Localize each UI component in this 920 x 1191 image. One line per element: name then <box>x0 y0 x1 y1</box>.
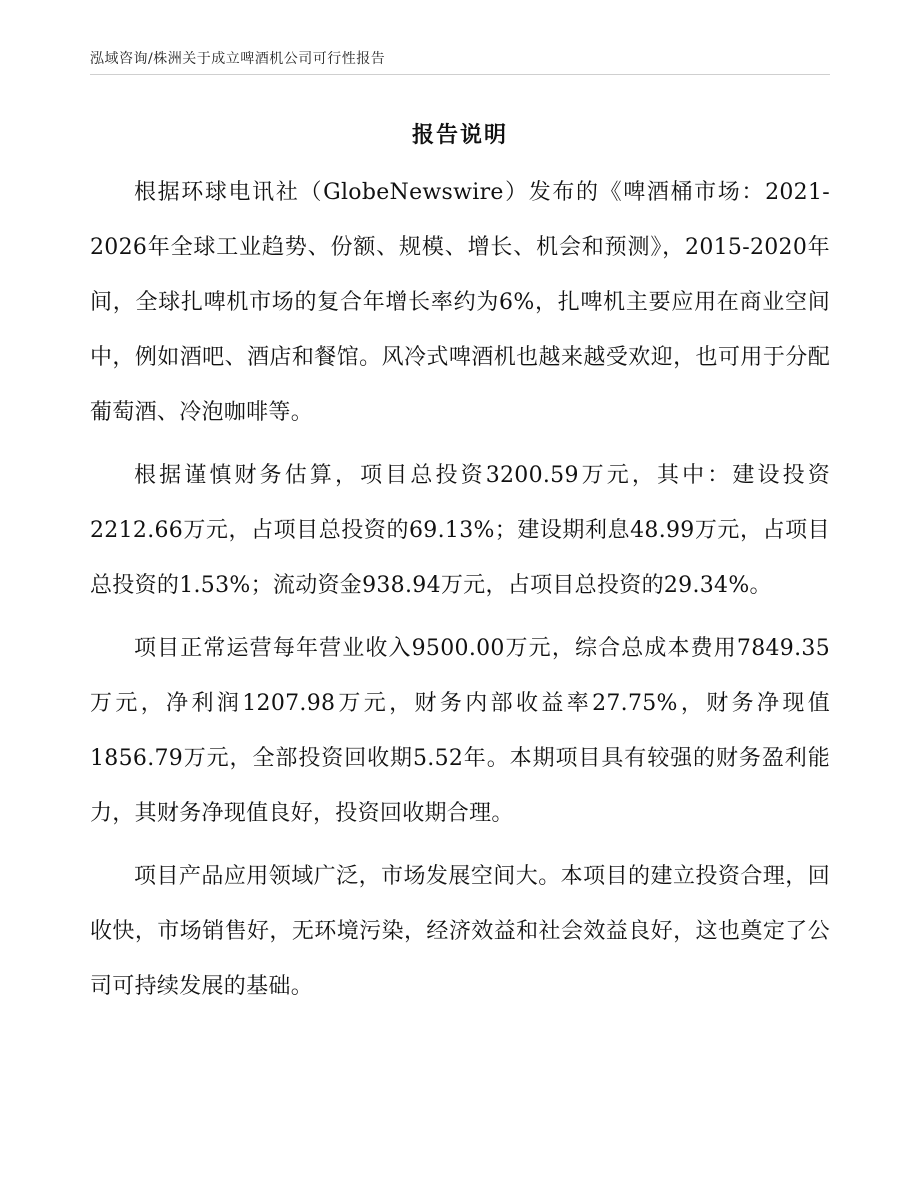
document-title: 报告说明 <box>411 122 508 148</box>
paragraph-project-outlook: 项目产品应用领域广泛，市场发展空间大。本项目的建立投资合理，回收快，市场销售好，无环境污染，经济效益和社会效益良好，这也奠定了公司可持续发展的基础。 <box>90 864 830 999</box>
document-body <box>90 165 830 1022</box>
paragraph-financial-returns: 项目正常运营每年营业收入9500.00万元，综合总成本费用7849.35万元，净利润1207.98万元，财务内部收益率27.75%，财务净现值1856.79万元，全部投资回收期5.52年。本期项目具有较强的财务盈利能力，其财务净现值良好，投资回收期合理。 <box>90 636 830 826</box>
header-divider <box>90 74 830 75</box>
page-header: 泓域咨询/株洲关于成立啤酒机公司可行性报告 <box>90 51 386 67</box>
paragraph-market-background: 根据环球电讯社（GlobeNewswire）发布的《啤酒桶市场：2021-2026年全球工业趋势、份额、规模、增长、机会和预测》，2015-2020年间，全球扎啤机市场的复合年增长率约为6%，扎啤机主要应用在商业空间中，例如酒吧、酒店和餐馆。风冷式啤酒机也越来越受欢迎，也可用于分配葡萄酒、冷泡咖啡等。 <box>90 180 830 425</box>
paragraph-investment-estimate: 根据谨慎财务估算，项目总投资3200.59万元，其中：建设投资2212.66万元，占项目总投资的69.13%；建设期利息48.99万元，占项目总投资的1.53%；流动资金938.94万元，占项目总投资的29.34%。 <box>90 463 830 598</box>
